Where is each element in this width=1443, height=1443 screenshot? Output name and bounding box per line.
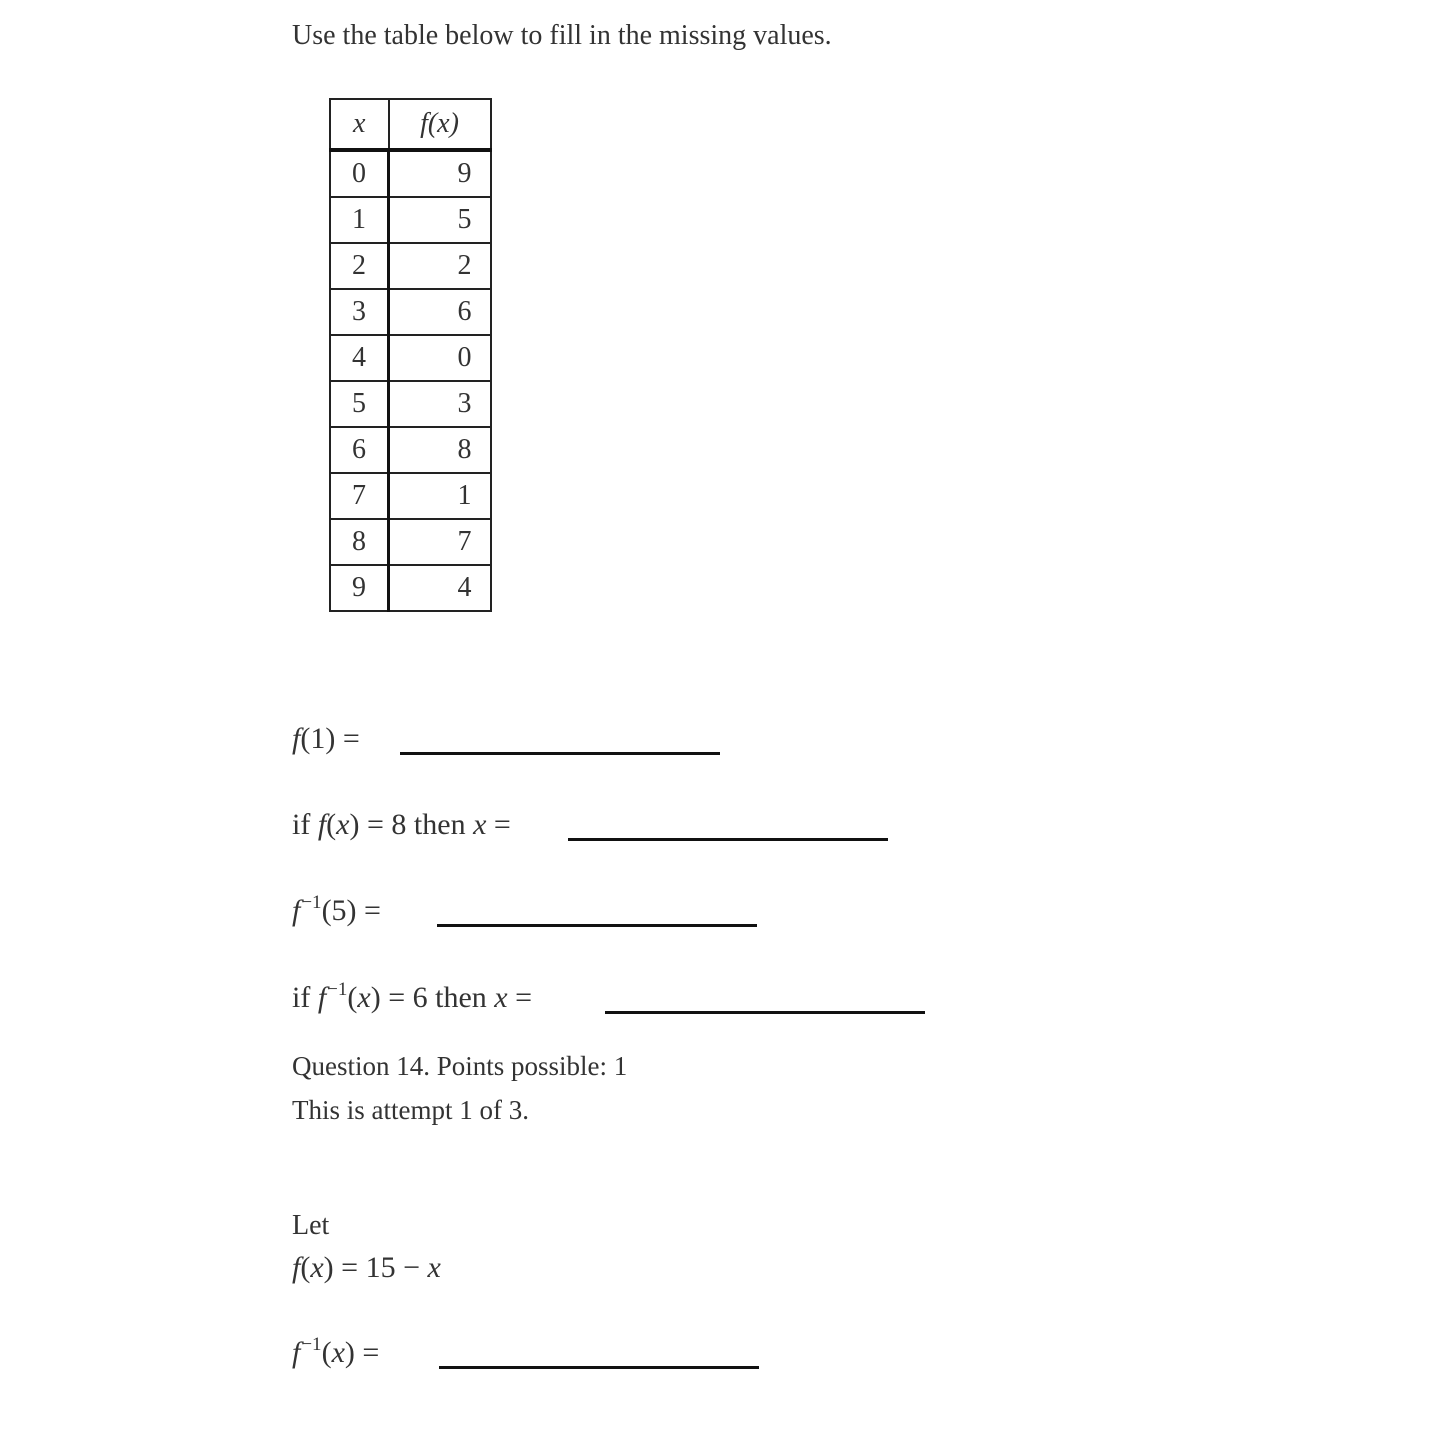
def-var2: x — [427, 1251, 441, 1284]
inv-open: ( — [321, 1336, 332, 1369]
def-f: f — [292, 1251, 301, 1284]
q3-suffix: = — [356, 894, 381, 927]
cell-x: 9 — [330, 565, 389, 611]
q4-sup: −1 — [327, 979, 348, 1000]
q1-arg: (1) — [300, 722, 336, 755]
cell-x: 6 — [330, 427, 389, 473]
cell-fx: 8 — [389, 427, 491, 473]
q4-close: ) — [370, 981, 381, 1014]
q3-sup: −1 — [301, 892, 322, 913]
q3-f: f — [292, 894, 301, 927]
q3-arg: (5) — [321, 894, 357, 927]
table-row — [330, 243, 491, 289]
cell-x: 5 — [330, 381, 389, 427]
cell-fx: 7 — [389, 519, 491, 565]
cell-fx: 6 — [389, 289, 491, 335]
cell-fx: 9 — [389, 150, 491, 197]
q2-close: ) — [349, 808, 360, 841]
cell-x: 0 — [330, 150, 389, 197]
cell-x: 7 — [330, 473, 389, 519]
table-row — [330, 335, 491, 381]
table-row — [330, 381, 491, 427]
cell-x: 3 — [330, 289, 389, 335]
q2-var2: x — [473, 808, 487, 841]
table-row — [330, 565, 491, 611]
header-fx-label: f(x) — [420, 108, 459, 139]
q1-suffix: = — [335, 722, 360, 755]
q2-mid: = 8 then — [359, 808, 474, 841]
inv-f: f — [292, 1336, 301, 1369]
q4-suffix: = — [507, 981, 533, 1014]
table-row — [330, 150, 491, 197]
question-inverse-formula — [292, 1336, 379, 1374]
table-body — [330, 150, 491, 611]
inv-var: x — [331, 1336, 345, 1369]
header-fx — [389, 99, 491, 150]
def-open: ( — [300, 1251, 311, 1284]
q2-prefix: if — [292, 808, 318, 841]
instructions: Use the table below to fill in the missing values. — [292, 20, 832, 51]
answer-blank-f-equals-8[interactable] — [568, 838, 888, 841]
answer-blank-finv-of-5[interactable] — [437, 924, 757, 927]
q4-f: f — [317, 981, 327, 1014]
question-finv-equals-6 — [292, 981, 532, 1019]
inv-close: ) = — [344, 1336, 380, 1369]
q4-mid: = 6 then — [380, 981, 495, 1014]
q2-suffix: = — [486, 808, 511, 841]
question-title: Question 14. Points possible: 1 — [292, 1051, 628, 1081]
table-header-row — [330, 99, 491, 150]
cell-fx: 0 — [389, 335, 491, 381]
table-row — [330, 427, 491, 473]
table-row — [330, 197, 491, 243]
table-row — [330, 473, 491, 519]
question-finv-of-5 — [292, 894, 381, 932]
def-close: ) = 15 − — [323, 1251, 428, 1284]
question-f-equals-8 — [292, 808, 511, 842]
cell-fx: 4 — [389, 565, 491, 611]
cell-x: 2 — [330, 243, 389, 289]
answer-blank-finv-equals-6[interactable] — [605, 1011, 925, 1014]
table-row — [330, 289, 491, 335]
q1-f: f — [292, 722, 301, 755]
q4-open: ( — [347, 981, 358, 1014]
answer-blank-inverse-formula[interactable] — [439, 1366, 759, 1369]
q2-var: x — [336, 808, 350, 841]
cell-x: 4 — [330, 335, 389, 381]
inv-sup: −1 — [301, 1334, 322, 1355]
attempt-info: This is attempt 1 of 3. — [292, 1095, 529, 1125]
q2-f: f — [317, 808, 327, 841]
question-f-of-1 — [292, 722, 360, 756]
q4-var: x — [357, 981, 371, 1014]
cell-fx: 1 — [389, 473, 491, 519]
function-table — [329, 98, 492, 612]
problem-definition — [292, 1251, 441, 1285]
answer-blank-f-of-1[interactable] — [400, 752, 720, 755]
def-var: x — [310, 1251, 324, 1284]
cell-fx: 2 — [389, 243, 491, 289]
cell-x: 1 — [330, 197, 389, 243]
q4-var2: x — [494, 981, 508, 1014]
q2-open: ( — [326, 808, 337, 841]
table-row — [330, 519, 491, 565]
cell-x: 8 — [330, 519, 389, 565]
cell-fx: 3 — [389, 381, 491, 427]
q4-prefix: if — [292, 981, 318, 1014]
cell-fx: 5 — [389, 197, 491, 243]
header-x: x — [330, 99, 389, 150]
problem-let: Let — [292, 1210, 330, 1241]
